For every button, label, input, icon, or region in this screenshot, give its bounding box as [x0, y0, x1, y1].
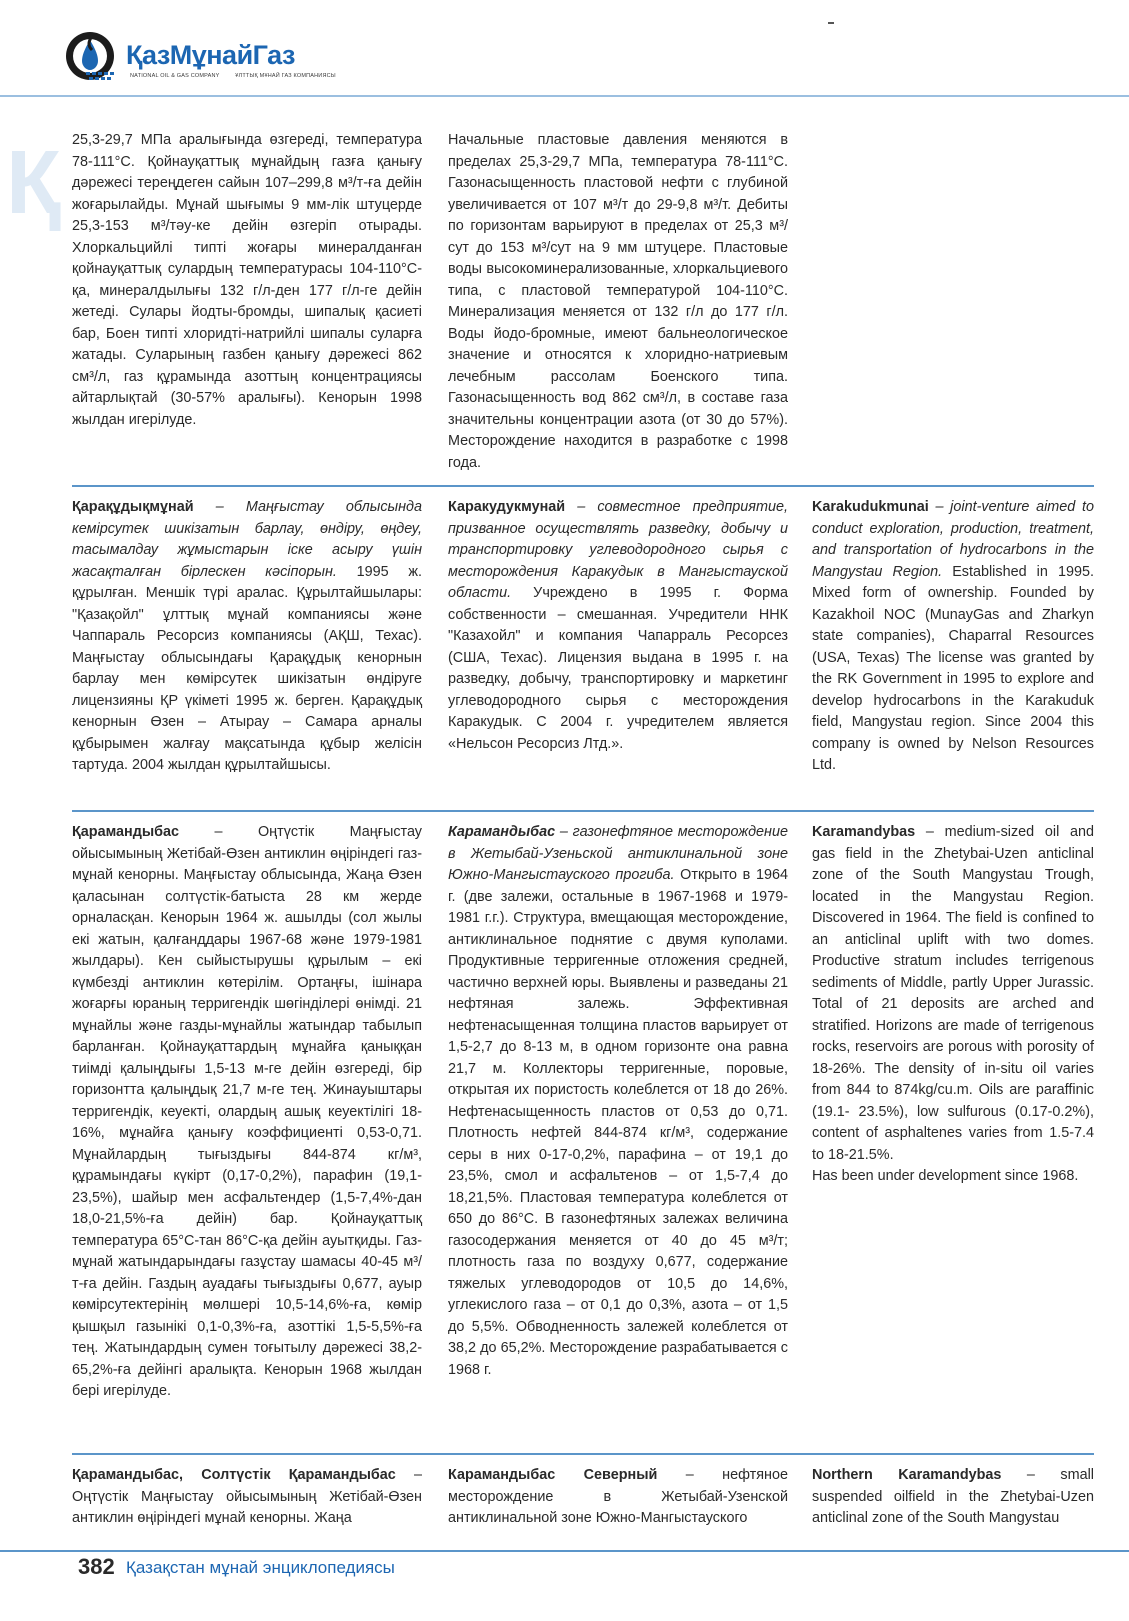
logo-subtitle-kz: ҰЛТТЫҚ МҰНАЙ ГАЗ КОМПАНИЯСЫ — [235, 73, 336, 79]
entry-body: 1995 ж. құрылған. Меншік түрі аралас. Құрылтайшылары: "Қазақойл" ұлттық мұнай компаниясы және Чаппараль Ресорсиз компаниясы (АҚШ, Техас). Маңғыстау облысындағы Қарақұдық кенорнын барлау мен көмірсутек шикізатын өндіруге лицензияны ҚР үкіметі 1995 ж. берген. Қарақұдық кенорнын Өзен – Атырау – Самара арналы құбырымен жалғау мақсатында құбыр желісін тартуда. 2004 жылдан құрылтайшысы. — [72, 563, 422, 773]
entry-body: – medium-sized oil and gas field in the Zhetybai-Uzen anticlinal zone of the South Mangystau Trough, located in the Mangystau Region. Discovered in 1964. The field is confined to an anticlinal uplift with two domes. Productive stratum includes terrigenous sediments of Middle, partly Upper Jurassic. Total of 21 deposits are arched and stratified. Horizons are made of terrigenous rocks, reservoirs are porous with porosity of 18-26%. The density of in-situ oil varies from 844 to 874kg/cu.m. Oils are paraffinic (19.1- 23.5%), low sulfurous (0.17-0.2%), content of asphaltenes varies from 1.5-7.4 to 18-21.5%. — [812, 824, 1094, 1163]
section0-kz-text: 25,3-29,7 МПа аралығында өзгереді, температура 78-111°С. Қойнауқаттық мұнайдың газға қанығу дәрежесі тереңдеген сайын 107–299,8 м³/т-ға дейін жоғарылайды. Мұнай шығымы 9 мм-лік штуцерде 25,3-153 м³/тәу-ке дейін өзгеріп отырады. Хлоркальцийлі типті жоғары минералданған қойнауқаттық сулардың температурасы 104-110°С-қа, минералдылығы 132 г/л-ден 177 г/л-ге дейін жетеді. Сулары йодты-бромды, шипалық қасиеті бар, Боен типті хлоридті-натрийлі шипалы суларға жатады. Суларының газбен қанығу дәрежесі 862 см³/л, газ құрамында азоттың концентрациясы айтарлықтай (30-57% аралығы). Кенорын 1998 жылдан игерілуде. — [72, 132, 422, 428]
entry-karakudukmunai-en — [812, 497, 1094, 777]
entry-body: – Оңтүстік Маңғыстау ойысымының Жетібай-Өзен антиклин өңіріндегі газ-мұнай кенорны. Маңғыстау облысында, Жаңа Өзен қаласынан солтүстік-батыста 28 км жерде орналасқан. Кенорын 1964 ж. ашылды (сол жылы екі жатын, қалғанддары 1967-68 және 1979-1981 жылдары). Кен сыйыстырушы құрылым – екі күмбезді антиклин көтерілім. Ортаңғы, ішінара жоғарғы юраның терригендік шөгінділері өнімді. 21 мұнайлы және газды-мұнайлы жатындар табылып барланған. Қойнауқаттардың мұнайға қаныққан тиімді қалыңдығы 1,5-13 м-ге дейін өзгереді, бір горизонтта қалыңдық 21,7 м-ге тең. Жинауыштары терригендік, кеуекті, олардың ашық кеуектілігі 18-16%, мұнайға қанығу коэффициенті 0,53-0,71. Мұнайлардың тығыздығы 844-874 кг/м³, құрамындағы күкірт (0,17-0,2%), парафин (19,1-23,5%), шайыр мен асфальтендер (1,5-7,4%-дан 18,0-21,5%-ға дейін) бар. Қойнауқаттық температура 65°С-тан 86°С-қа дейін ауытқиды. Газ-мұнай жатындарындағы газұстау шамасы 40-45 м³/т-ға дейін. Газдың ауадағы тығыздығы 0,677, ауыр көмірсутектерінің мөлшері 10,5-14,6%-ға, көмір қышқыл газынікі 0,1-0,3%-ға, азоттікі 1,5-5,5%-ға тең. Жатындардың сумен тоғытылу дәрежесі 38,2-65,2%-ға дейінгі аралықта. Кенорын 1968 жылдан бері игерілуде. — [72, 824, 422, 1399]
entry-term: Каракудукмунай — [448, 499, 566, 515]
entry-karamandybas-en — [812, 822, 1094, 1188]
footer-divider — [0, 1550, 1129, 1552]
entry-karamandybas-kz — [72, 822, 422, 1403]
entry-north-karamandybas-en — [812, 1465, 1094, 1530]
logo-subtitle-en: NATIONAL OIL & GAS COMPANY — [130, 73, 220, 79]
entry-karamandybas-ru — [448, 822, 788, 1381]
section-divider — [72, 485, 1094, 487]
entry-definition: – Маңғыстау облысында кемірсутек шикізатын барлау, өндіру, өңдеу, тасымалдау жұмыстарын іске асыру үшін жасақталған бірлескен кәсіпорын. — [72, 499, 422, 580]
entry-term: Қарақұдықмұнай — [72, 499, 194, 515]
header-mark — [828, 22, 834, 24]
entry-karakudukmunai-ru — [448, 497, 788, 755]
entry-north-karamandybas-ru — [448, 1465, 788, 1530]
entry-body: Учреждено в 1995 г. Форма собственности – смешанная. Учредители ННК "Казахойл" и компания Чапарраль Ресорсез (США, Техас). Лицензия выдана в 1995 г. на разведку, добычу, транспортировку и маркетинг углеводородного сырья с месторождения Каракудык. С 2004 г. учредителем является «Нельсон Ресорсиз Лтд.». — [448, 585, 788, 752]
entry-karakudukmunai-kz — [72, 497, 422, 777]
entry-body: Открыто в 1964 г. (две залежи, остальные в 1967-1968 и 1979-1981 г.г.). Структура, вмещающая месторождение, антиклинальное поднятие с двумя куполами. Продуктивные терригенные отложения средней, частично верхней юры. Выявлены и разведаны 21 нефтяная залежь. Эффективная нефтенасыщенная толщина пластов варьирует от 1,5-2,7 до 8-13 м, в одном горизонте она равна 21,7 м. Коллекторы терригенные, поровые, открытая их пористость колеблется от 18 до 26%. Нефтенасыщенность пластов от 0,53 до 0,71. Плотность нефтей 844-874 кг/м³, содержание серы в них 0-17-0,2%, парафина – от 19,1 до 23,5%, смол и асфальтенов – от 1,5-7,4 до 18,21,5%. Пластовая температура колеблется от 650 до 86°С. В газонефтяных залежах величина газосодержания меняется от 40 до 45 м³/т; плотность газа по воздуху 0,677, содержание тяжелых углеводородов от 10,5 до 14,6%, углекислого газа – от 0,1 до 0,3%, азота – от 1,5 до 5,5%. Обводненность залежей колеблется от 38,2 до 65,2%. Месторождение разрабатывается с 1968 г. — [448, 867, 788, 1378]
logo-name: ҚазМұнайГаз — [126, 40, 295, 70]
section0-ru-text: Начальные пластовые давления меняются в пределах 25,3-29,7 МПа, температура 78-111°С. Газонасыщенность пластовой нефти с глубиной увеличивается от 107 м³/т до 29-9,8 м³/т. Дебиты по горизонтам варьируют в пределах от 25,3 м³/сут до 153 м³/сут на 9 мм штуцере. Пластовые воды высокоминерализованные, хлоркальциевого типа, с пластовой температурой 104-110°С. Минерализация меняется от 132 г/л до 177 г/л. Воды йодо-бромные, имеют бальнеологическое значение и относятся к хлоридно-натриевым лечебным рассолам Боенского типа. Газонасыщенность вод 862 см³/л, в составе газа значительны концентрации азота (от 30 до 57%). Месторождение находится в разработке с 1998 года. — [448, 132, 788, 471]
section0-ru — [448, 130, 788, 474]
header-divider — [0, 95, 1129, 97]
entry-body: – нефтяное месторождение в Жетыбай-Узенской антиклинальной зоне Южно-Мангыстауского — [448, 1467, 788, 1526]
entry-term: Karamandybas — [812, 824, 916, 840]
entry-term: Карамандыбас — [448, 824, 556, 840]
entry-definition: – газонефтяное месторождение в Жетыбай-Узеньской антиклинальной зоне Южно-Мангыстауского прогиба. — [448, 824, 788, 883]
entry-term: Қарамандыбас — [72, 824, 180, 840]
entry-term: Karakudukmunai — [812, 499, 929, 515]
section-divider — [72, 1453, 1094, 1455]
page-number: 382 — [78, 1554, 115, 1579]
entry-body: – small suspended oilfield in the Zhetybai-Uzen anticlinal zone of the South Mangystau — [812, 1467, 1094, 1526]
entry-north-karamandybas-kz — [72, 1465, 422, 1530]
company-logo — [64, 28, 354, 88]
page-header — [0, 0, 1129, 96]
entry-body-extra: Has been under development since 1968. — [812, 1168, 1079, 1184]
section-divider — [72, 810, 1094, 812]
letter-watermark: Қ — [6, 133, 61, 233]
logo-subtitle — [130, 73, 350, 79]
entry-term: Қарамандыбас, Солтүстік Қарамандыбас — [72, 1467, 396, 1483]
entry-term: Northern Karamandybas — [812, 1467, 1002, 1483]
drop-logo-icon — [64, 28, 124, 84]
entry-term: Карамандыбас Северный — [448, 1467, 658, 1483]
entry-definition: – joint-venture aimed to conduct exploration, production, treatment, and transportation of hydrocarbons in the Mangystau Region. — [812, 499, 1094, 580]
book-title: Қазақстан мұнай энциклопедиясы — [126, 1558, 395, 1577]
entry-body: – Оңтүстік Маңғыстау ойысымының Жетібай-Өзен антиклин өңіріндегі мұнай кенорны. Жаңа — [72, 1467, 422, 1526]
section0-kz — [72, 130, 422, 431]
entry-body: Established in 1995. Mixed form of ownership. Founded by Kazakhoil NOC (MunayGas and Zharkyn state companies), Chaparral Resources (USA, Texas) The license was granted by the RK Government in 1995 to explore and develop hydrocarbons in the Karakuduk field, Mangystau region. Since 2004 this company is owned by Nelson Resources Ltd. — [812, 563, 1094, 773]
entry-definition: – совместное предприятие, призванное осуществлять разведку, добычу и транспортировку углеводородного сырья с месторождения Каракудык в Мангыстауской области. — [448, 499, 788, 601]
